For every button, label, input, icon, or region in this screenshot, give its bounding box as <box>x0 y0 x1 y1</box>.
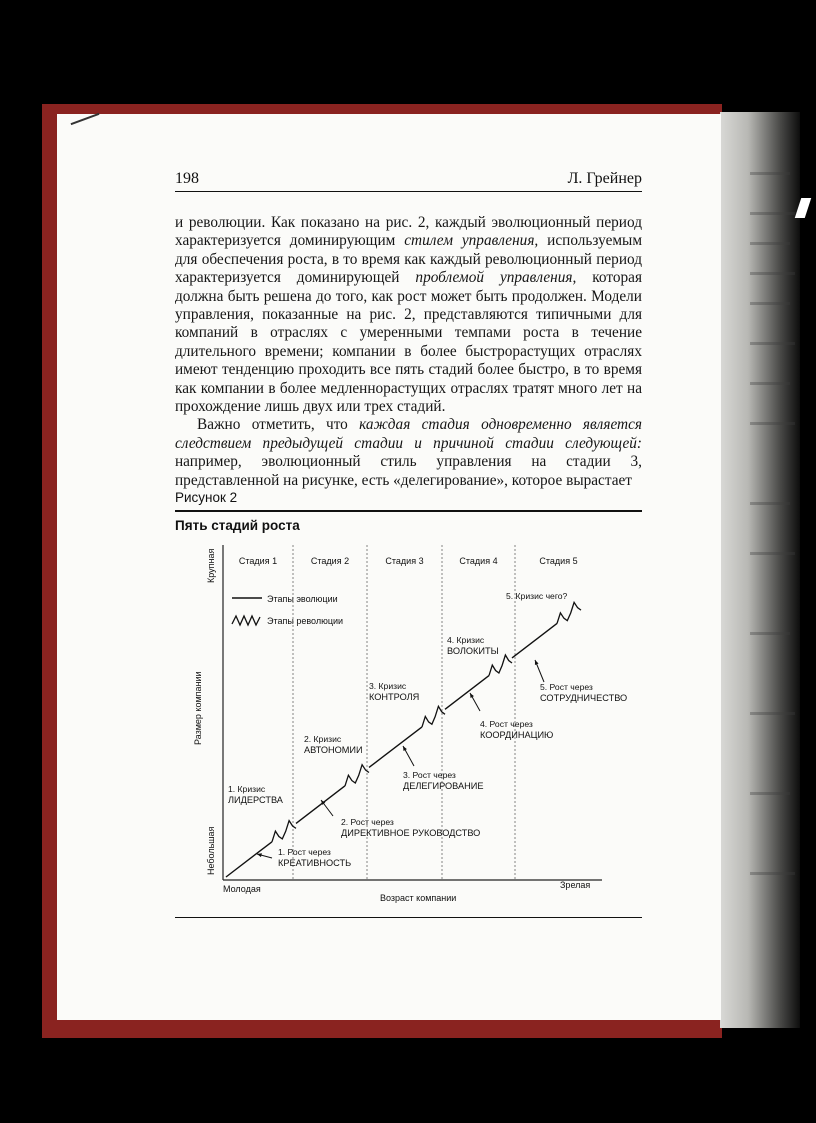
legend-revolution-label: Этапы революции <box>267 616 344 626</box>
revolution-segment <box>272 821 296 842</box>
stage-label: Стадия 5 <box>539 556 578 566</box>
x-end-mature: Зрелая <box>560 880 591 890</box>
evolution-label: ДИРЕКТИВНОЕ РУКОВОДСТВО <box>341 828 481 838</box>
y-end-small: Небольшая <box>206 826 216 875</box>
figure-title: Пять стадий роста <box>175 518 300 533</box>
evolution-segment <box>512 623 557 657</box>
crisis-label: КОНТРОЛЯ <box>369 692 420 702</box>
evolution-label: ДЕЛЕГИРОВАНИЕ <box>403 781 484 791</box>
evolution-segment <box>296 786 345 824</box>
legend-evolution-label: Этапы эволюции <box>267 594 338 604</box>
paragraph-2: Важно отметить, что каждая стадия одновременно является следствием предыдущей стадии и причиной стадии следующей: например, эволюционный стиль управления на стадии 3, представленной на рисунке, есть «делегирование», которое вырастает <box>175 416 643 489</box>
stage-label: Стадия 4 <box>459 556 498 566</box>
figure-bottom-rule <box>175 917 642 918</box>
crisis-label: 3. Кризис <box>369 681 407 691</box>
stage-labels <box>239 556 578 566</box>
revolution-segment <box>557 602 581 623</box>
y-axis-title: Размер компании <box>193 671 203 745</box>
stage-label: Стадия 3 <box>385 556 424 566</box>
crisis-label: ЛИДЕРСТВА <box>228 795 283 805</box>
evolution-segment <box>369 727 422 768</box>
evolution-label: СОТРУДНИЧЕСТВО <box>540 693 628 703</box>
evolution-label: 1. Рост через <box>278 847 331 857</box>
evolution-segment <box>445 676 489 710</box>
page-number: 198 <box>175 170 199 187</box>
evolution-label: 5. Рост через <box>540 682 593 692</box>
evolution-label: КООРДИНАЦИЮ <box>480 730 554 740</box>
stage-label: Стадия 1 <box>238 556 278 566</box>
revolution-segment <box>422 706 445 727</box>
evolution-label: 3. Рост через <box>403 770 456 780</box>
crisis-label: 2. Кризис <box>304 734 342 744</box>
y-end-large: Крупная <box>206 548 216 583</box>
crisis-label: АВТОНОМИИ <box>304 745 363 755</box>
legend-revolution-swatch <box>232 616 260 625</box>
stage-label: Стадия 2 <box>310 556 350 566</box>
revolution-segment <box>489 655 512 676</box>
legend <box>232 594 343 626</box>
paragraph-1: и революции. Как показано на рис. 2, каждый эволюционный период характеризуется доминирующим стилем управления, используемым для обеспечения роста, в то время как каждый революционный период характеризуется доминирующей проблемой управления, которая должна быть решена до того, как рост может быть продолжен. Модели управления, показанные на рис. 2, представляются типичными для компаний в отраслях с умеренными темпами роста в течение длительного времени; компании в более быстрорастущих отраслях имеют тенденцию проходить все пять стадий более быстро, в то время как компании в более медленнорастущих отраслях тратят много лет на прохождение лишь двух или трех стадий. <box>175 214 642 416</box>
evolution-segment <box>226 842 272 877</box>
annotation-arrowhead <box>535 660 539 665</box>
figure-label: Рисунок 2 <box>175 490 238 505</box>
evolution-label: 2. Рост через <box>341 817 394 827</box>
crisis-label: ВОЛОКИТЫ <box>447 646 499 656</box>
evolution-label: КРЕАТИВНОСТЬ <box>278 858 352 868</box>
evolution-label: 4. Рост через <box>480 719 533 729</box>
crisis-label: 5. Кризис чего? <box>506 591 568 601</box>
crisis-label: 4. Кризис <box>447 635 485 645</box>
x-end-young: Молодая <box>223 884 261 894</box>
revolution-segment <box>345 765 369 786</box>
crisis-label: 1. Кризис <box>228 784 266 794</box>
x-axis-title: Возраст компании <box>380 893 457 903</box>
running-head-author: Л. Грейнер <box>567 170 642 187</box>
